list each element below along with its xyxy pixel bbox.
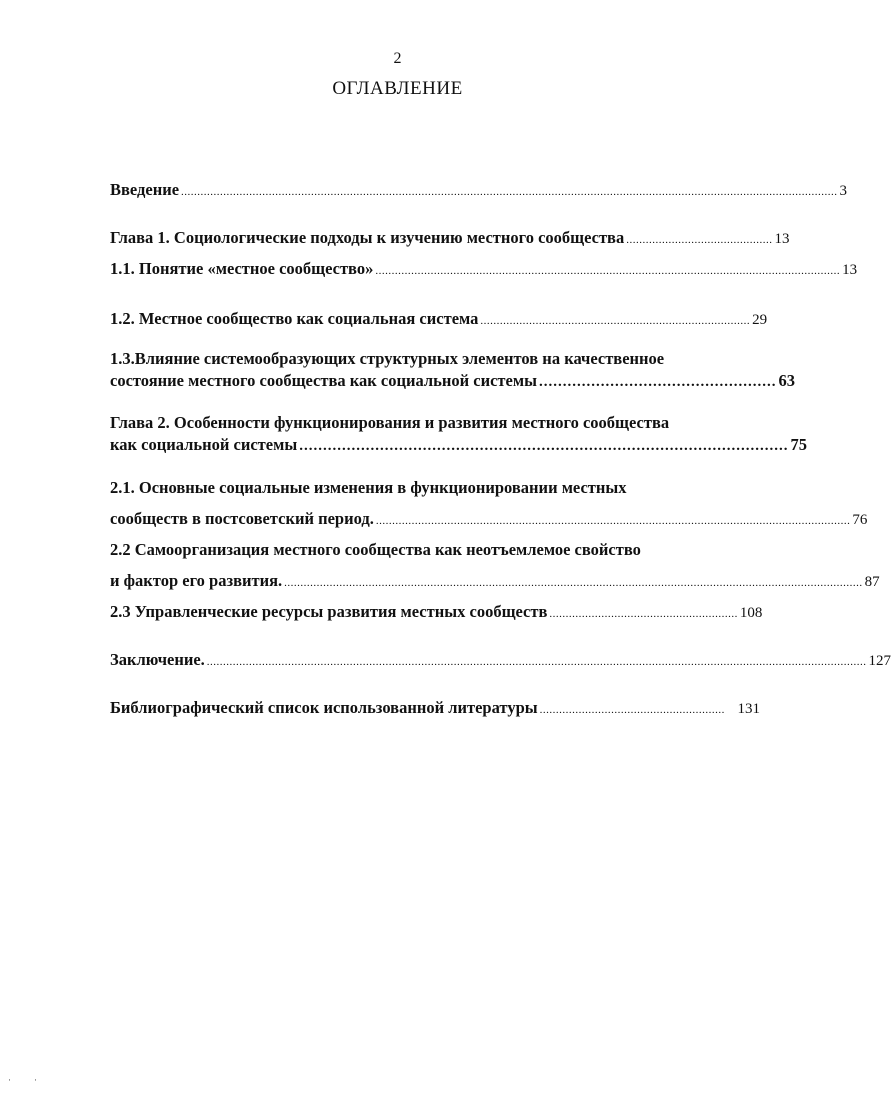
toc-entry-title-line: и фактор его развития. <box>110 571 283 590</box>
toc-entry-title: Введение <box>110 180 180 199</box>
toc-entry-title-line: состояние местного сообщества как социальной системы <box>110 371 537 390</box>
toc-entry-page: 127 <box>868 653 891 669</box>
toc-entry[interactable] <box>110 602 763 624</box>
toc-entry[interactable] <box>110 650 891 672</box>
toc-entry[interactable] <box>110 349 795 393</box>
toc-entry-page: 13 <box>774 231 790 247</box>
toc-entry-page: 75 <box>790 435 807 454</box>
toc-entry-title: Заключение. <box>110 650 205 669</box>
toc-entry[interactable] <box>110 478 868 531</box>
scan-artifact: · <box>34 1075 37 1085</box>
toc-entry-page: 131 <box>737 701 760 717</box>
toc-entry-page: 29 <box>752 312 768 328</box>
scan-artifact: · <box>8 1075 11 1085</box>
toc-entry-page: 108 <box>739 605 763 621</box>
toc-entry-page: 63 <box>778 371 795 390</box>
toc-entry-title-line: 2.2 Самоорганизация местного сообщества как неотъемлемое свойство <box>110 540 641 559</box>
toc-leader-dots: ................................................................................... <box>480 315 751 327</box>
toc-entry-page: 13 <box>842 262 858 278</box>
toc-entry[interactable] <box>110 180 848 202</box>
toc-entry-page: 3 <box>839 183 848 199</box>
toc-entry-title: 1.2. Местное сообщество как социальная система <box>110 309 479 328</box>
toc-entry-title-line: 1.3.Влияние системообразующих структурных элементов на качественное <box>110 349 665 368</box>
page-number: 2 <box>393 50 402 67</box>
toc-entry-title: 2.3 Управленческие ресурсы развития местных сообществ <box>110 602 548 621</box>
toc-title: ОГЛАВЛЕНИЕ <box>332 78 463 99</box>
toc-leader-dots: ............................................. <box>626 234 773 246</box>
toc-entry-title-line: 2.1. Основные социальные изменения в функционировании местных <box>110 478 627 497</box>
toc-entry-page: 87 <box>864 574 880 590</box>
toc-entry[interactable] <box>110 540 880 593</box>
toc-entry[interactable] <box>110 228 790 250</box>
toc-entry-title: Глава 1. Социологические подходы к изучению местного сообщества <box>110 228 625 247</box>
toc-entry[interactable] <box>110 413 807 457</box>
toc-leader-dots: ........................................................................................................................................................................................................... <box>206 656 867 668</box>
toc-leader-dots: .................................................. <box>538 374 777 390</box>
toc-entry-title-line: как социальной системы <box>110 435 298 454</box>
toc-entry-title-line: сообществ в постсоветский период. <box>110 509 374 528</box>
toc-leader-dots: .......................................................... <box>549 608 738 620</box>
toc-entry-title-line: Глава 2. Особенности функционирования и развития местного сообщества <box>110 413 670 432</box>
toc-entry-page: 76 <box>852 512 868 528</box>
toc-leader-dots: ............................................................................................................................................... <box>375 265 841 277</box>
toc-entry[interactable] <box>110 309 768 331</box>
toc-entry-title: 1.1. Понятие «местное сообщество» <box>110 259 374 278</box>
toc-leader-dots: ....................................................................................................... <box>299 438 789 454</box>
toc-leader-dots: .......................................................................................................................................................................................................... <box>181 186 838 198</box>
toc-entry[interactable] <box>110 259 858 281</box>
toc-leader-dots: .................................................................................................................................................................................. <box>284 577 863 589</box>
toc-entry[interactable] <box>110 698 760 720</box>
toc-entry-title: Библиографический список использованной литературы <box>110 698 538 717</box>
toc-leader-dots: ......................................................... <box>539 704 725 716</box>
toc-leader-dots: .................................................................................................................................................. <box>375 515 851 527</box>
